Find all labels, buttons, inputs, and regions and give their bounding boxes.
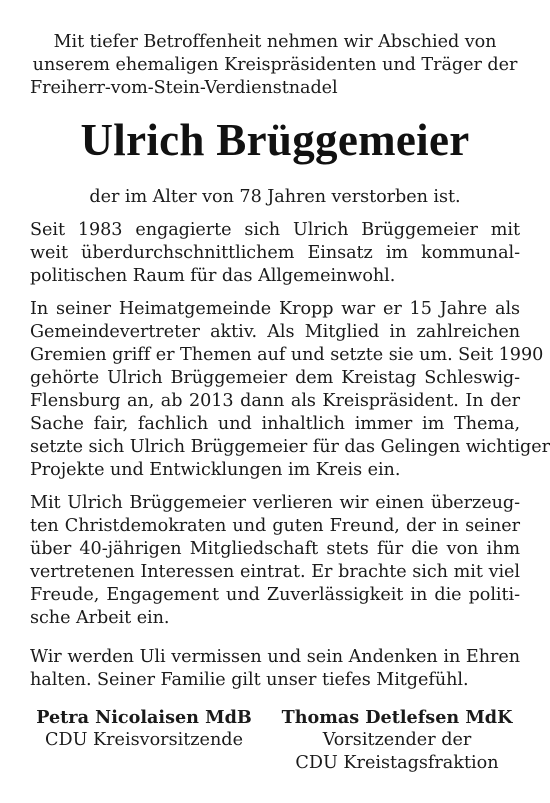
paragraph-line: setzte sich Ulrich Brüggemeier für das Gelingen wichtiger [30,437,550,457]
paragraph-line: Gremien griff er Themen auf und setzte sie um. Seit 1990 [30,345,544,365]
paragraph-line: In seiner Heimatgemeinde Kropp war er 15 Jahre als [30,299,520,319]
paragraph-line: weit überdurchschnittlichem Einsatz im kommunal- [30,243,520,263]
paragraph-line: politischen Raum für das Allgemeinwohl. [30,266,396,286]
paragraph-line: Sache fair, fachlich und inhaltlich immer im Thema, [30,414,520,434]
paragraph-line: sche Arbeit ein. [30,608,170,628]
signer-name: Thomas Detlefsen MdK [281,707,513,728]
paragraph-line: gehörte Ulrich Brüggemeier dem Kreistag Schleswig- [30,368,520,388]
intro-line: Freiherr-vom-Stein-Verdienstnadel [30,78,338,98]
paragraph-line: ten Christdemokraten und guten Freund, der in seiner [30,516,520,536]
intro-line: unserem ehemaligen Kreispräsidenten und Träger der [32,55,518,75]
paragraph-line: Seit 1983 engagierte sich Ulrich Brüggemeier mit [30,220,520,240]
paragraph-line: Freude, Engagement und Zuverlässigkeit in die politi- [30,585,520,605]
signer-role: CDU Kreisvorsitzende [45,730,243,750]
paragraph-line: über 40-jährigen Mitgliedschaft stets für die von ihm [30,539,520,559]
signer-role: CDU Kreistagsfraktion [295,753,499,773]
intro-line: Mit tiefer Betroffenheit nehmen wir Abschied von [53,32,497,52]
paragraph-line: Gemeindevertreter aktiv. Als Mitglied in zahlreichen [30,322,520,342]
paragraph-line: vertretenen Interessen eintrat. Er brachte sich mit viel [30,562,520,582]
paragraph-line: Flensburg an, ab 2013 dann als Kreispräsident. In der [30,391,520,411]
paragraph-line: Mit Ulrich Brüggemeier verlieren wir einen überzeug- [30,493,520,513]
signature-block-right [267,706,527,775]
paragraph-line: Projekte und Entwicklungen im Kreis ein. [30,460,401,480]
paragraph-line: Wir werden Uli vermissen und sein Andenken in Ehren [30,647,520,667]
signer-name: Petra Nicolaisen MdB [36,707,252,728]
age-line: der im Alter von 78 Jahren verstorben ist. [89,187,461,207]
deceased-name: Ulrich Brüggemeier [80,115,470,165]
signer-role: Vorsitzender der [322,730,472,750]
signature-block-left [14,706,274,752]
paragraph-line: halten. Seiner Familie gilt unser tiefes Mitgefühl. [30,670,469,690]
